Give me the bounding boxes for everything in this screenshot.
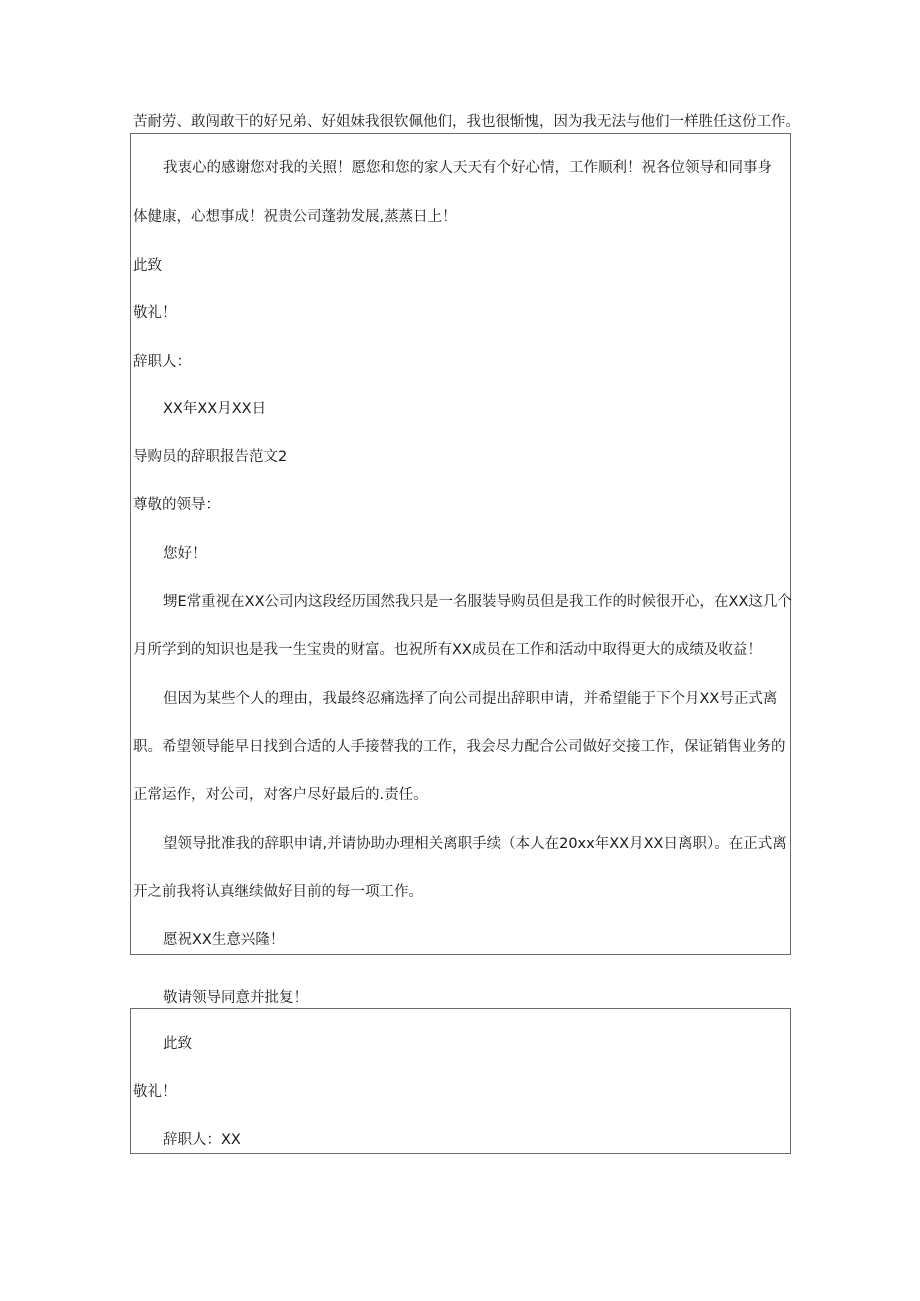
paragraph-line: 体健康，心想事成！祝贵公司蓬勃发展,蒸蒸日上！ <box>133 209 457 225</box>
request-line: 敬请领导同意并批复！ <box>163 990 308 1006</box>
closing-line: 敬礼！ <box>133 305 177 321</box>
salutation-line: 尊敬的领导： <box>133 497 220 513</box>
closing-line: 此致 <box>163 1036 192 1052</box>
greeting-line: 您好！ <box>163 546 207 562</box>
paragraph-line: 开之前我将认真继续做好目前的每一项工作。 <box>133 884 423 900</box>
paragraph-line: 职。希望领导能早日找到合适的人手接替我的工作，我会尽力配合公司做好交接工作，保证销售业务的 <box>133 739 786 755</box>
paragraph-line: 甥E常重视在XX公司内这段经历国然我只是一名服装导购员但是我工作的时候很开心，在XX这几个 <box>163 594 792 610</box>
paragraph-line: 望领导批准我的辞职申请,并请协助办理相关离职手续（本人在20xx年XX月XX日离职）。在正式离 <box>163 836 787 852</box>
signer-line: 辞职人： <box>133 354 191 370</box>
section-title: 导购员的辞职报告范文2 <box>133 449 288 465</box>
wish-line: 愿祝XX生意兴隆！ <box>163 932 285 948</box>
paragraph-line: 我衷心的感谢您对我的关照！愿您和您的家人天天有个好心情，工作顺利！祝各位领导和同事身 <box>163 160 772 176</box>
closing-line: 敬礼！ <box>133 1084 177 1100</box>
paragraph-line: 正常运作，对公司，对客户尽好最后的.责任。 <box>133 787 428 803</box>
closing-line: 此致 <box>133 258 162 274</box>
paragraph-line: 苦耐劳、敢闯敢干的好兄弟、好姐妹我很钦佩他们，我也很惭愧，因为我无法与他们一样胜任这份工作。 <box>133 114 800 130</box>
date-line: XX年XX月XX日 <box>163 401 267 417</box>
paragraph-line: 月所学到的知识也是我一生宝贵的财富。也祝所有XX成员在工作和活动中取得更大的成绩及收益！ <box>133 642 762 658</box>
signer-line: 辞职人：XX <box>163 1132 241 1148</box>
paragraph-line: 但因为某些个人的理由，我最终忍痛选择了向公司提出辞职申请，并希望能于下个月XX号正式离 <box>163 691 778 707</box>
text-box <box>130 133 791 955</box>
